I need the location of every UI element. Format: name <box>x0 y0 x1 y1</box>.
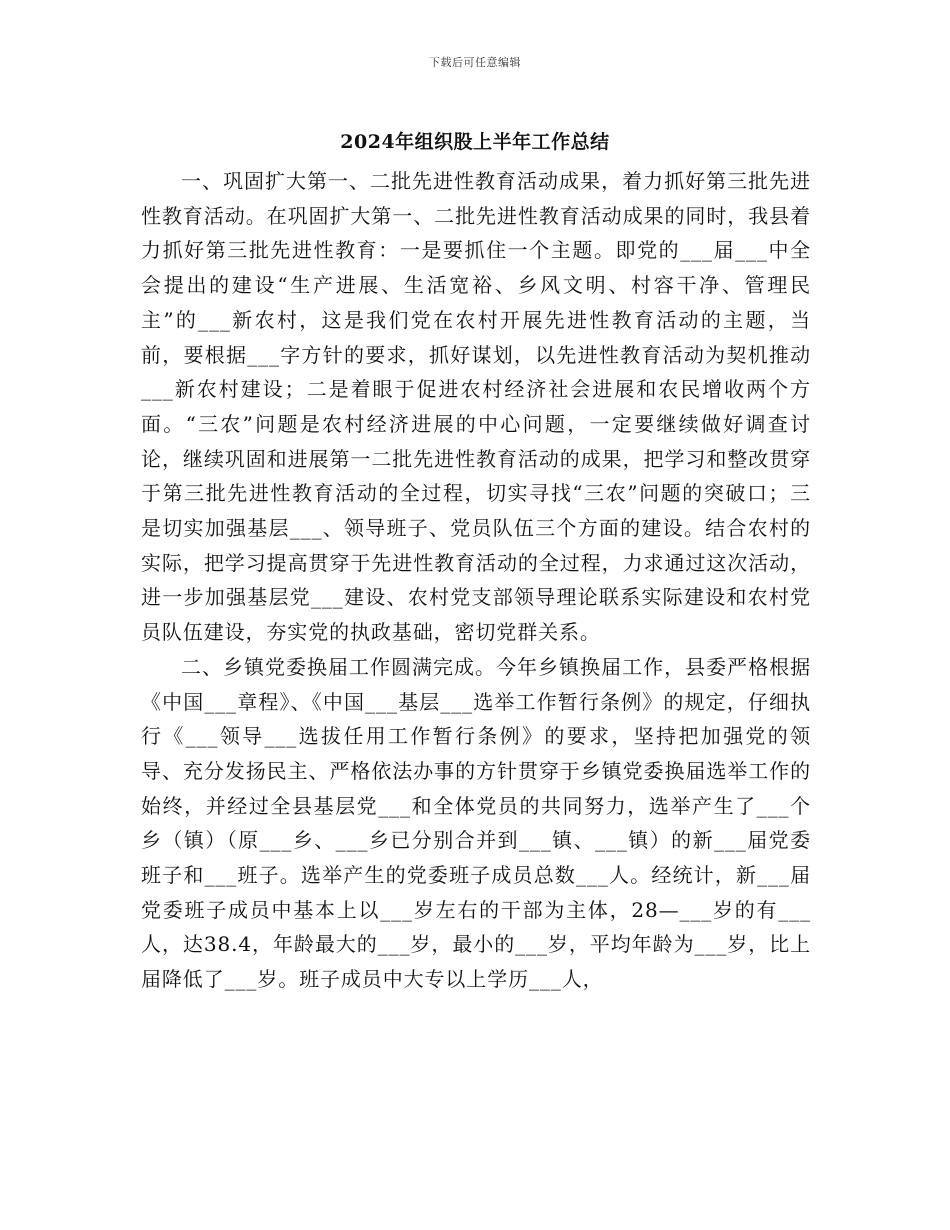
document-title: 2024年组织股上半年工作总结 <box>340 131 610 153</box>
paragraph: 二、乡镇党委换届工作圆满完成。今年乡镇换届工作，县委严格根据《中国___章程》、《中国___基层___选举工作暂行条例》的规定，仔细执行《___领导___选拔任用工作暂行条例》的要求，坚持把加强党的领导、充分发扬民主、严格依法办事的方针贯穿于乡镇党委换届选举工作的始终，并经过全县基层党___和全体党员的共同努力，选举产生了___个乡（镇）（原___乡、___乡已分别合并到___镇、___镇）的新___届党委班子和___班子。选举产生的党委班子成员总数___人。经统计，新___届党委班子成员中基本上以___岁左右的干部为主体，28—___岁的有___人，达38.4，年龄最大的___岁，最小的___岁，平均年龄为___岁，比上届降低了___岁。班子成员中大专以上学历___人， <box>141 654 811 992</box>
header-note: 下载后可任意编辑 <box>429 56 521 69</box>
paragraph: 一、巩固扩大第一、二批先进性教育活动成果，着力抓好第三批先进性教育活动。在巩固扩大第一、二批先进性教育活动成果的同时，我县着力抓好第三批先进性教育：一是要抓住一个主题。即党的___届___中全会提出的建设“生产进展、生活宽裕、乡风文明、村容干净、管理民主”的___新农村，这是我们党在农村开展先进性教育活动的主题，当前，要根据___字方针的要求，抓好谋划，以先进性教育活动为契机推动___新农村建设；二是着眼于促进农村经济社会进展和农民增收两个方面。“三农”问题是农村经济进展的中心问题，一定要继续做好调查讨论，继续巩固和进展第一二批先进性教育活动的成果，把学习和整改贯穿于第三批先进性教育活动的全过程，切实寻找“三农”问题的突破口；三是切实加强基层___、领导班子、党员队伍三个方面的建设。结合农村的实际，把学习提高贯穿于先进性教育活动的全过程，力求通过这次活动，进一步加强基层党___建设、农村党支部领导理论联系实际建设和农村党员队伍建设，夯实党的执政基础，密切党群关系。 <box>141 169 811 645</box>
document-body <box>141 164 811 997</box>
